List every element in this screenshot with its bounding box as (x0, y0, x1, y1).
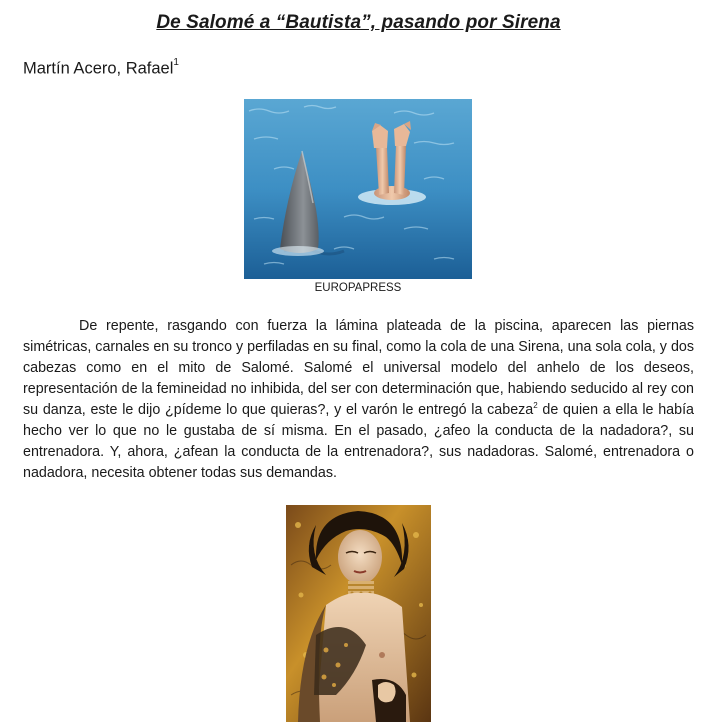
article-paragraph (23, 316, 694, 484)
author-name: Martín Acero, Rafael (23, 59, 174, 78)
swimming-photo-illustration (244, 99, 472, 279)
paragraph-text-start: De repente, rasgando con fuerza la lámina plateada de la piscina, aparecen las piernas simétricas, carnales en su tronco y perfiladas en su final, como la cola de una Sirena, una sola cola, y dos cabezas como en el mito de Salomé. Salomé el universal modelo del anhelo de los deseos, representación de la femineidad no inhibida, del ser con determinación que, habiendo seducido al rey con su danza, este le dijo ¿pídeme lo que quieras?, y el varón le entregó la cabeza (23, 318, 694, 418)
paragraph-footnote-ref[interactable]: 2 (533, 401, 538, 411)
salome-painting-illustration (286, 505, 431, 722)
salome-painting (286, 505, 431, 722)
author-line (23, 59, 179, 79)
article-title: De Salomé a “Bautista”, pasando por Sirena (156, 12, 561, 33)
photo-caption: EUROPAPRESS (314, 282, 402, 294)
paragraph-text-end: de quien a ella le había hecho ver lo que no le gustaba de sí misma. En el pasado, ¿afeo la conducta de la nadadora?, su entrenadora. Y, ahora, ¿afean la conducta de la entrenadora?, sus nadadoras. Salomé, entrenadora o nadadora, necesita obtener todas sus demandas. (23, 402, 695, 481)
swimming-photo (244, 99, 472, 279)
author-footnote-ref[interactable]: 1 (173, 57, 179, 68)
